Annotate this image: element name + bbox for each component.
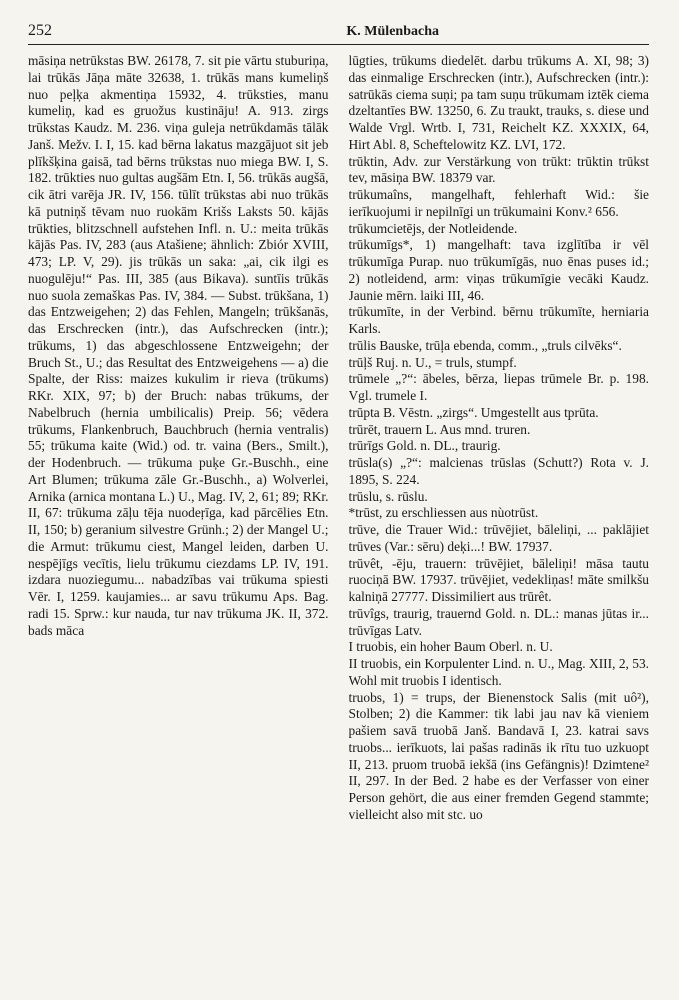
entry-paragraph: trūktin, Adv. zur Verstärkung von trūkt: trūktin trūkst tev, māsiņa BW. 18379 var. <box>348 153 649 186</box>
entry-paragraph: trūkumcietējs, der Notleidende. <box>348 220 518 236</box>
entry-paragraph: lūgties, trūkums diedelēt. darbu trūkums A. XI, 98; 3) das einmalige Erschrecken (intr.), Aufschrecken (intr.): satrūkās ciema suņi; pa tam suņu trūkumam iztēk ciema dzeltantīes BW. 13250, 6. Zu traukt, trauks, s. diese und Walde Vrgl. Wrtb. I, 731, Reichelt KZ. XXXIX, 64, Hirt Abl. 8, Scheftelowitz KZ. LVI, 172. <box>348 53 649 152</box>
entry-paragraph: trūkumīgs*, 1) mangelhaft: tava izglītība ir vēl trūkumīga Purap. nuo trūkumīgās, nuo ēnas puses id.; 2) notleidend, arm: viņas trūkumīgie vecāki Kaudz. Jaunie mērn. laiki III, 46. <box>348 237 649 303</box>
entry-paragraph: trūļš Ruj. n. U., = truls, stumpf. <box>348 354 517 370</box>
right-column <box>349 53 650 983</box>
entry-paragraph: truobs, 1) = trups, der Bienenstock Salis (mit uô²), Stolben; 2) die Kammer: tik labi jau nav kā vieniem pašiem savā truobā Janš. Bandavā I, 23. katrai savs truobs... ierīkuots, lai pašas radinās ik rītu tuo uzkuopt II, 213. pruom truobā iekšā (ins Gefängnis)! Dzimtene² II, 297. In der Bed. 2 habe es der Verfasser von einer Person gehört, die aus einer fremden Gegend stammte; vielleicht also mit stc. uo <box>348 689 649 822</box>
entry-paragraph: trūrēt, trauern L. Aus mnd. truren. <box>348 421 531 437</box>
entry-paragraph: trūlis Bauske, trūļa ebenda, comm., „truls cilvēks“. <box>348 337 622 353</box>
entry-paragraph: trūvêt, -ēju, trauern: trūvējiet, bāleliņi! māsa tautu ruociņā BW. 17937. trūvējiet, vedekliņas! māte smilkšu kalniņā 27777. Dissimiliert aus trūrêt. <box>348 555 649 604</box>
entry-paragraph: trūkumaîns, mangelhaft, fehlerhaft Wid.: šie ierīkuojumi ir nepilnīgi un trūkumaini Konv.² 656. <box>348 187 649 219</box>
left-column <box>28 53 329 983</box>
entry-paragraph: trūmele „?“: ābeles, bērza, liepas trūmele Br. p. 198. Vgl. trumele I. <box>348 371 649 403</box>
header-divider <box>28 44 649 45</box>
entry-paragraph: I truobis, ein hoher Baum Oberl. n. U. <box>348 639 553 655</box>
entry-paragraph: trūpta B. Vēstn. „zirgs“. Umgestellt aus tprūta. <box>348 404 599 420</box>
entry-paragraph: trūvîgs, traurig, trauernd Gold. n. DL.: manas jūtas ir... trūvīgas Latv. <box>348 605 649 638</box>
entry-paragraph: trūrīgs Gold. n. DL., traurig. <box>348 438 501 454</box>
page-title: K. Mülenbacha <box>346 24 439 39</box>
entry-paragraph: māsiņa netrūkstas BW. 26178, 7. sit pie vārtu stuburiņa, lai trūkās Jāņa māte 32638, 1. trūkās mans kumeliņš nuo peļķa akmentiņa 15932, 4. trūksties, manu kumeliņ, kad es gruožus kustināju! A. 913. zirgs trūkstas Kaudz. M. 236. viņa guleja netrūkdamās tālāk Janš. Mežv. I. I, 15. kad bērna lakatus mazgājuot sit jeb plīkšķina gaisā, tad bērns trūkstas nuo miega BW. I, S. 182. trūkties nuo gultas augšām Etn. I, 56. trūkās augšā, cik ātri varēja JR. IV, 156. tūlīt trūkstas abi nuo trūkās kā putniņš tēvam nuo ruokām Krišs Laksts 50. kājās trūkties, blitzschnell aufstehen Infl. n. U.: meita trūkās kājās Pas. IV, 283 (aus Atašiene; ähnlich: Zbiór XVIII, 473; LP. V, 29). jis trūkās un saka: „ai, cik ilgi es nuogulēju!“ Pas. III, 385 (aus Bikava). suntīis trūkās nuo suola zemaškas Pas. IV, 384. — Subst. trūkšana, 1) das Entzweigehen; 2) das Fehlen, Mangeln; trūkšanās, das Erschrecken (intr.), das Aufschrecken (intr.); trūkums, 1) das abgeschlossene Entzweigehn; der Bruch St., U.; das Resultat des Entzweigehens — a) die Spalte, der Riss: maizes kukulim ir rieva (trūkums) RKr. XIX, 97; b) der Bruch: nabas trūkums, der Nabelbruch (hernia umbilicalis) Preip. 56; vēdera trūkums, Flankenbruch, Bauchbruch (hernia ventralis) 55; trūkuma kaite (Wid.) od. tr. vaina (Bers., Smilt.), der Hodenbruch. — trūkuma puķe Gr.-Buschh., eine Art Blumen; trūkuma zāle Gr.-Buschh., a) Wolverlei, Arnika (arnica montana L.) U., Mag. IV, 2, 61; 89; RKr. II, 67: trūkuma zāļu tēja nuodeŗīga, kad pārcēlies Etn. II, 150; b) geranium silvestre Grünh.; 2) der Mangel U.; die Armut: trūkumu ciest, Mangel leiden, darben U. nespējīgs vecītis, lielu trūkumu ciezdams LP. IV, 191. izdara nuoziegumu... nabadzības vai trūkuma spiesti Vēr. I, 1259. kaujamies... ar savu trūkumu Aps. Bag. radi 15. Sprw.: kur nauda, tur nav trūkuma JK. II, 372. bads māca <box>28 53 329 638</box>
entry-paragraph: II truobis, ein Korpulenter Lind. n. U., Mag. XIII, 2, 53. Wohl mit truobis I identisch. <box>348 656 649 688</box>
entry-paragraph: trūslu, s. rūslu. <box>348 488 428 504</box>
page-number: 252 <box>28 22 52 39</box>
entry-paragraph: trūsla(s) „?“: malcienas trūslas (Schutt?) Rota v. J. 1895, S. 224. <box>348 455 649 487</box>
page-header <box>28 22 649 40</box>
entry-paragraph: trūve, die Trauer Wid.: trūvējiet, bāleliņi, ... paklājiet trūves (Var.: sēru) deķi...! BW. 17937. <box>348 522 649 554</box>
entry-paragraph: *trūst, zu erschliessen aus nùotrūst. <box>348 505 539 521</box>
two-column-body <box>28 53 649 983</box>
entry-paragraph: trūkumīte, in der Verbind. bērnu trūkumīte, herniaria Karls. <box>348 304 649 336</box>
